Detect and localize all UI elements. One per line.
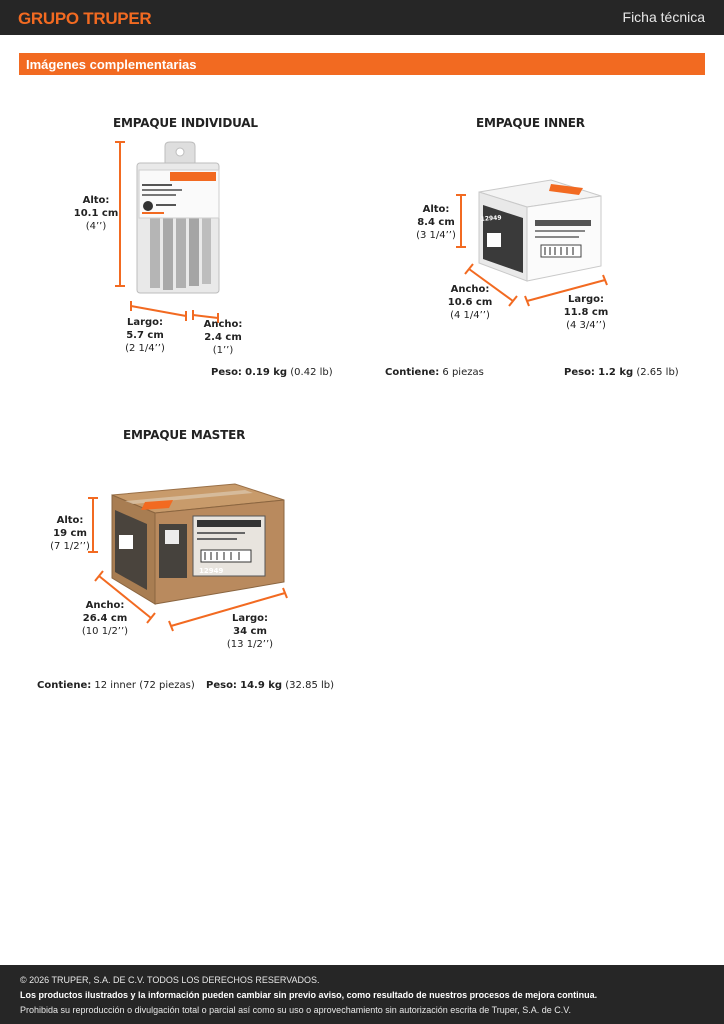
ancho-inches: (1’’): [212, 345, 234, 356]
individual-alto: [72, 194, 120, 233]
inner-ancho: [444, 283, 496, 322]
individual-ancho: [198, 318, 248, 357]
peso-label: Peso:: [564, 367, 595, 378]
alto-inches: (4’’): [85, 221, 107, 232]
inner-largo: [561, 293, 611, 332]
peso-label: Peso:: [211, 367, 242, 378]
ancho-inches: (4 1/4’’): [450, 310, 490, 321]
peso-lb: (2.65 lb): [636, 367, 679, 378]
ancho-inches: (10 1/2’’): [81, 626, 129, 637]
master-alto: [46, 514, 94, 553]
footer-copyright: © 2026 TRUPER, S.A. DE C.V. TODOS LOS DERECHOS RESERVADOS.: [20, 975, 320, 985]
section-title: Imágenes complementarias: [26, 57, 197, 72]
peso-value: 1.2 kg: [598, 367, 634, 378]
largo-label: Largo:: [567, 294, 605, 305]
footer: [0, 965, 724, 1024]
alto-value: 19 cm: [53, 528, 87, 539]
largo-inches: (4 3/4’’): [566, 320, 606, 331]
master-contiene: [37, 680, 195, 691]
ancho-label: Ancho:: [450, 284, 490, 295]
largo-value: 11.8 cm: [563, 307, 609, 318]
master-title: EMPAQUE MASTER: [123, 428, 246, 442]
footer-notice: Los productos ilustrados y la información pueden cambiar sin previo aviso, como resultado de nuestros procesos de mejora continua.: [20, 990, 598, 1000]
largo-label: Largo:: [126, 317, 164, 328]
alto-value: 10.1 cm: [73, 208, 119, 219]
largo-inches: (2 1/4’’): [125, 343, 165, 354]
alto-label: Alto:: [422, 204, 450, 215]
master-largo: [222, 612, 278, 651]
individual-title: EMPAQUE INDIVIDUAL: [113, 116, 258, 130]
section-header: [19, 53, 705, 75]
inner-contiene: [385, 367, 484, 378]
top-bar: [0, 0, 724, 35]
alto-value: 8.4 cm: [417, 217, 455, 228]
contiene-label: Contiene:: [385, 367, 440, 378]
ancho-label: Ancho:: [85, 600, 125, 611]
master-box-code: 12949: [199, 567, 224, 575]
contiene-label: Contiene:: [37, 680, 92, 691]
inner-peso: [564, 367, 679, 378]
alto-inches: (7 1/2’’): [50, 541, 90, 552]
peso-label: Peso:: [206, 680, 237, 691]
ancho-value: 26.4 cm: [82, 613, 128, 624]
individual-largo: [120, 316, 170, 355]
footer-legal: Prohibida su reproducción o divulgación total o parcial así como su uso o aprovechamiento sin autorización escrita de Truper, S.A. de C.V.: [20, 1005, 571, 1015]
alto-inches: (3 1/4’’): [416, 230, 456, 241]
peso-lb: (32.85 lb): [285, 680, 335, 691]
master-peso: [206, 680, 334, 691]
alto-label: Alto:: [56, 515, 84, 526]
contiene-value: 12 inner (72 piezas): [94, 680, 195, 691]
ancho-value: 10.6 cm: [447, 297, 493, 308]
contiene-value: 6 piezas: [442, 367, 484, 378]
ancho-label: Ancho:: [203, 319, 243, 330]
inner-title: EMPAQUE INNER: [476, 116, 585, 130]
alto-label: Alto:: [82, 195, 110, 206]
inner-box-code: 12949: [480, 214, 502, 223]
individual-package-illustration: [110, 138, 230, 338]
largo-value: 5.7 cm: [126, 330, 164, 341]
peso-value: 0.19 kg: [245, 367, 288, 378]
document-type: Ficha técnica: [622, 9, 705, 25]
peso-value: 14.9 kg: [240, 680, 283, 691]
inner-alto: [412, 203, 460, 242]
largo-value: 34 cm: [233, 626, 267, 637]
master-ancho: [78, 599, 132, 638]
company-logo: GRUPO TRUPER: [18, 9, 152, 28]
largo-label: Largo:: [231, 613, 269, 624]
individual-peso: [211, 367, 333, 378]
peso-lb: (0.42 lb): [290, 367, 333, 378]
ancho-value: 2.4 cm: [204, 332, 242, 343]
largo-inches: (13 1/2’’): [226, 639, 274, 650]
